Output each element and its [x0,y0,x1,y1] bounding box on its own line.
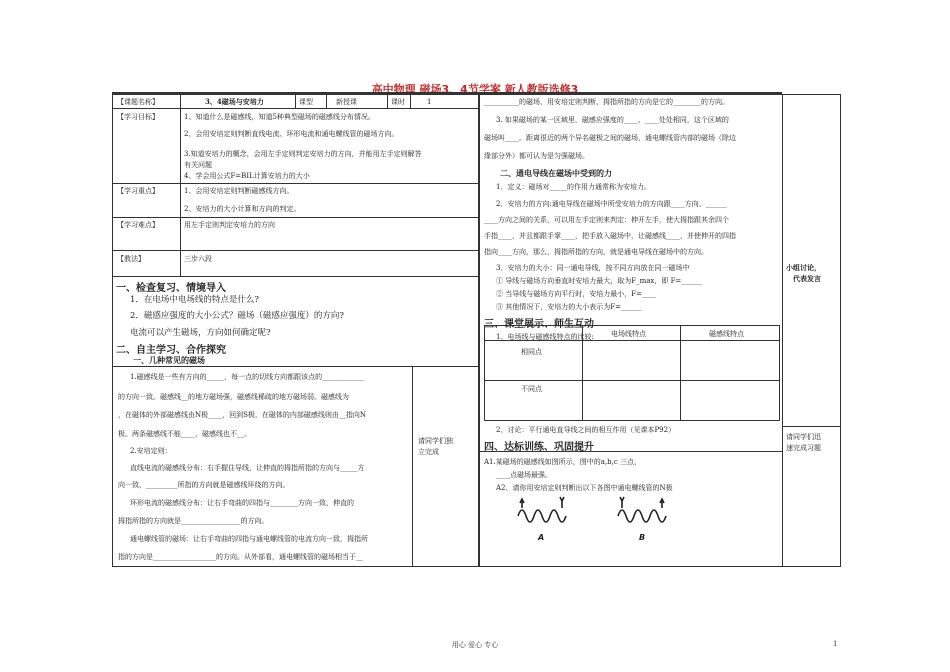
method-value: 三步六段 [184,255,212,263]
hours-value: 1 [427,98,432,106]
goal-3: 3.知道安培力的概念，会用左手定则判定安培力的方向，并能用左手定则解答 [184,150,422,158]
solenoid-a-icon [518,497,566,522]
side-bottom-2: 速完成习题 [786,444,821,452]
a1-line-1: A1.某磁场的磁感线如图所示，图中的a,b,c 三点， [484,458,641,466]
sec1-q3: 电流可以产生磁场，方向如何确定呢? [130,328,271,338]
table-header-electric: 电场线特点 [611,330,646,338]
force-line-6: 3．安培力的大小：同一通电导线，按不同方向放在同一磁场中 [496,264,690,272]
force-line-2: 2．安培力的方向:通电导线在磁场中所受安培力的方向跟____方向、______ [496,200,727,208]
goal-4: 4、学会用公式F=BIL计算安培力的大小 [184,172,310,180]
sec2-sub2: 二、通电导线在磁场中受到的力 [500,169,612,178]
sec2-line-11: 指的方向是__________________的方向。从外部看，通电螺线管的磁场相当于__ [118,553,363,561]
force-line-3: ____方向之间的关系，可以用左手定则来判定：伸开左手，使大拇指跟其余四个 [484,216,729,224]
force-line-8: ② 当导线与磁场方向平行时，安培力最小，F=____ [496,290,656,298]
sec3-q1: 1、电场线与磁感线特点的比较: [496,333,594,341]
sec2-sub: 一、几种常见的磁场 [133,356,205,365]
force-line-9: ③ 其他情况下，安培力的大小表示为F=______ [496,303,642,311]
sec2-line-4: 极。两条磁感线不能____，磁感线也不__。 [118,430,251,438]
right-line-4: 缘部分外）都可认为是匀强磁场。 [484,152,589,160]
force-line-7: ① 导线与磁场方向垂直时安培力最大，取为F_max，即 F=______ [496,277,703,285]
diff-label: 【学习难点】 [117,221,159,229]
sec4-heading: 四、达标训练、巩固提升 [484,442,594,453]
sec2-line-1: 1.磁感线是一些有方向的_____，每一点的切线方向都跟该点的____________ [130,373,365,381]
solenoid-b-icon [618,497,666,522]
sec2-line-6: 直线电流的磁感线分布：右手握住导线，让伸直的拇指所指的方向与_____方 [130,464,365,472]
key-2: 2、安培力的大小计算和方向的判定。 [184,205,301,213]
sec2-line-8: 环形电流的磁感线分布：让右手弯曲的四指与________方向一致，伸直的 [130,499,354,507]
topic-label: 【课题名称】 [117,98,159,106]
type-label: 课型 [299,98,313,106]
force-line-4: 手指____，并且都跟手掌____，把手放入磁场中，让磁感线____，并使伸开的四指 [484,232,736,240]
sec3-q2: 2、讨论：平行通电直导线之间的相互作用（见课本P92） [496,426,676,434]
table-row-same: 相同点 [521,348,542,356]
right-line-3: 磁场叫____。距离很近的两个异名磁极之间的磁场，通电螺线管内部的磁场（除边 [484,134,736,142]
sec2-line-2: 的方向一致。磁感线__的地方磁场强，磁感线稀疏的地方磁场弱。磁感线为 [118,393,349,401]
goals-label: 【学习目标】 [117,113,159,121]
sec2-line-3: ，在磁体的外部磁感线由N极____，回到S极，在磁体的内部磁感线则由__指向N [118,411,367,419]
sec1-q1: 1．在电场中电场线的特点是什么? [130,295,259,305]
force-line-1: 1．定义：磁场对_____的作用力通常称为安培力。 [496,183,651,191]
key-1: 1、会用安培定则判断磁感线方向。 [184,187,294,195]
key-label: 【学习重点】 [117,187,159,195]
table-header-magnetic: 磁感线特点 [709,330,744,338]
topic-value: 3、4磁场与安培力 [205,97,264,106]
force-line-5: 指向____方向，那么，拇指所指的方向，就是通电导线在磁场中的方向。 [484,248,708,256]
fig-label-a: A [538,533,545,542]
solenoid-figures [508,496,688,544]
sec3-heading: 三、课堂展示、师生互动 [484,319,594,330]
sec2-line-5: 2.安培定则： [130,447,172,455]
right-line-2: 3. 如果磁场的某一区域里，磁感应强度的____、____处处相同，这个区域的 [496,116,729,124]
sec2-line-9: 拇指所指的方向就是_________________的方向。 [118,517,269,525]
a1-line-2: ____点磁场最强。 [496,471,552,479]
side-note-2: 立完成 [418,448,439,456]
goal-1: 1、知道什么是磁感线，知道5种典型磁场的磁感线分布情况。 [184,113,375,121]
goal-2: 2、会用安培定则判断直线电流、环形电流和通电螺线管的磁场方向。 [184,130,399,138]
table-row-diff: 不同点 [521,385,542,393]
type-value: 新授课 [336,98,357,106]
sec1-q2: 2．磁感应强度的大小公式？磁场（磁感应强度）的方向? [130,311,344,321]
footer: 用心 爱心 专心 [451,641,499,649]
sec2-heading: 二、自主学习、合作探究 [116,345,226,356]
side-bottom-1: 请同学们迅 [786,433,821,441]
diff-value: 用左手定则判定安培力的方向 [184,221,275,229]
fig-label-b: B [639,533,646,542]
document-title: 高中物理 磁场3、4节学案 新人教版选修3 [371,83,579,96]
page-number: 1 [833,640,838,648]
a2-text: A2、请你用安培定则判断出以下各图中通电螺线管的N极 [496,484,673,492]
right-line-1: __________的磁场，用安培定则判断，拇指所指的方向是它的________的方向。 [484,98,729,106]
sec1-heading: 一、检查复习、情境导入 [116,283,226,294]
side-top-1: 小组讨论， [786,263,821,272]
sec2-line-7: 向一致，_________所指的方向就是磁感线环绕的方向。 [118,481,290,489]
side-note-1: 请同学们独 [418,437,453,445]
method-label: 【教法】 [117,255,145,263]
goal-3-cont: 有关问题 [184,161,212,169]
hours-label: 课时 [391,98,405,106]
sec2-line-10: 通电螺线管的磁场：让右手弯曲的四指与通电螺线管的电流方向一致，拇指所 [130,535,368,543]
side-top-2: 代表发言 [793,274,821,283]
